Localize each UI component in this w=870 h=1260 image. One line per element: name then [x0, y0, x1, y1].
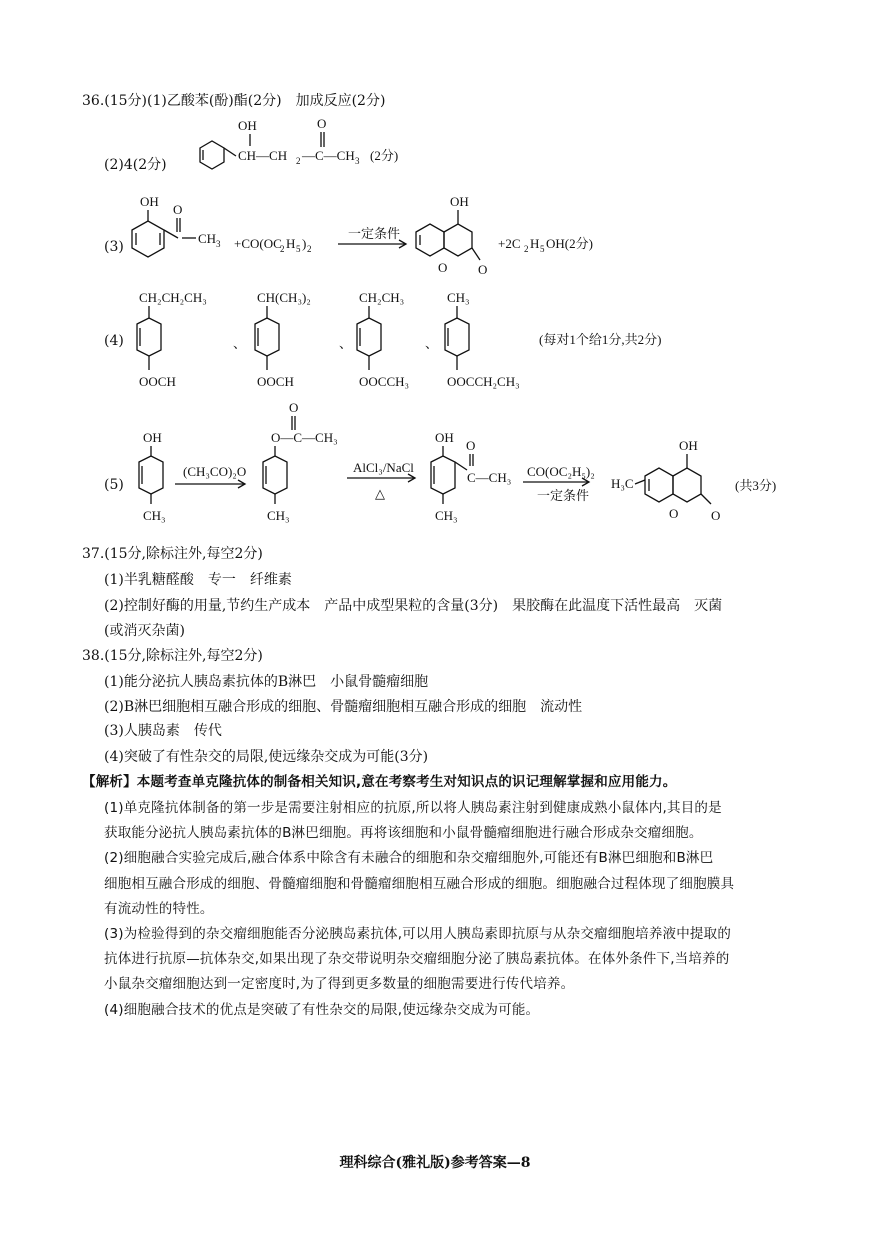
analysis-line: (1)单克隆抗体制备的第一步是需要注射相应的抗原,所以将人胰岛素注射到健康成熟小鼠体内,其目的是	[104, 800, 722, 816]
svg-text:O: O	[466, 438, 476, 453]
svg-text:O: O	[711, 508, 721, 523]
svg-text:CH₃: CH₃	[143, 508, 166, 523]
svg-text:5: 5	[296, 244, 301, 254]
svg-text:CH₃: CH₃	[435, 508, 458, 523]
svg-text:OH: OH	[140, 194, 159, 209]
analysis-line: (2)细胞融合实验完成后,融合体系中除含有未融合的细胞和杂交瘤细胞外,可能还有B淋巴细胞和B淋巴	[104, 850, 714, 866]
svg-text:OH(2分): OH(2分)	[546, 236, 593, 251]
p2-score: (2分)	[370, 148, 399, 163]
q36-part3-label: (3)	[104, 239, 124, 255]
analysis-line: (3)为检验得到的杂交瘤细胞能否分泌胰岛素抗体,可以用人胰岛素即抗原与从杂交瘤细胞培养液中提取的	[104, 926, 732, 942]
svg-text:5: 5	[540, 244, 545, 254]
analysis-line: 细胞相互融合形成的细胞、骨髓瘤细胞和骨髓瘤细胞相互融合形成的细胞。细胞融合过程体现了细胞膜具	[104, 876, 735, 892]
analysis-line: 获取能分泌抗人胰岛素抗体的B淋巴细胞。再将该细胞和小鼠骨髓瘤细胞进行融合形成杂交瘤细胞。	[104, 825, 703, 841]
svg-text:O: O	[669, 506, 679, 521]
q38-line4: (4)突破了有性杂交的局限,使远缘杂交成为可能(3分)	[104, 749, 429, 765]
q36-header: 36.(15分)(1)乙酸苯(酚)酯(2分) 加成反应(2分)	[82, 93, 386, 109]
svg-text:—C—CH: —C—CH	[302, 148, 355, 163]
svg-text:3: 3	[355, 156, 360, 166]
q37-line1: (1)半乳糖醛酸 专一 纤维素	[104, 572, 292, 588]
q37-header: 37.(15分,除标注外,每空2分)	[82, 546, 263, 562]
svg-text:OOCCH₂CH₃: OOCCH₂CH₃	[447, 374, 520, 389]
svg-text:CO(OC₂H₅)₂: CO(OC₂H₅)₂	[527, 464, 595, 479]
isomer-2	[255, 290, 311, 389]
analysis-line: 抗体进行抗原—抗体杂交,如果出现了杂交带说明杂交瘤细胞分泌了胰岛素抗体。在体外条件下,当培养的	[104, 951, 730, 967]
svg-text:H: H	[530, 236, 540, 251]
q36-part4-isomers	[125, 286, 725, 396]
svg-text:O: O	[478, 262, 488, 277]
svg-text:2: 2	[524, 244, 529, 254]
isomer-3	[357, 290, 409, 389]
q37-line2: (2)控制好酶的用量,节约生产成本 产品中成型果粒的含量(3分) 果胶酶在此温度下活性最高 灭菌	[104, 598, 723, 614]
svg-text:、: 、	[339, 336, 353, 351]
q36-part3-reaction	[120, 190, 640, 290]
analysis-title: 【解析】本题考查单克隆抗体的制备相关知识,意在考察考生对知识点的识记理解掌握和应用能力。	[82, 774, 677, 790]
svg-text:O: O	[289, 400, 299, 415]
p2-o: O	[317, 116, 327, 131]
q37-line3: (或消灭杂菌)	[104, 623, 185, 639]
svg-text:一定条件: 一定条件	[348, 226, 401, 241]
isomer-1	[137, 290, 207, 389]
svg-text:OOCH: OOCH	[139, 374, 176, 389]
q38-header: 38.(15分,除标注外,每空2分)	[82, 648, 263, 664]
svg-text:CH₂CH₂CH₃: CH₂CH₂CH₃	[139, 290, 207, 305]
svg-text:CH₃: CH₃	[267, 508, 290, 523]
svg-text:+CO(OC: +CO(OC	[234, 236, 282, 251]
svg-text:AlCl₃/NaCl: AlCl₃/NaCl	[353, 460, 414, 475]
page-footer: 理科综合(雅礼版)参考答案—8	[339, 1155, 531, 1171]
svg-text:一定条件: 一定条件	[537, 488, 590, 503]
q36-part5-label: (5)	[104, 477, 124, 493]
svg-text:OOCH: OOCH	[257, 374, 294, 389]
q36-part2-label: (2)4(2分)	[104, 157, 167, 173]
svg-text:OH: OH	[679, 438, 698, 453]
svg-text:CH(CH₃)₂: CH(CH₃)₂	[257, 290, 311, 305]
analysis-line: 小鼠杂交瘤细胞达到一定密度时,为了得到更多数量的细胞需要进行传代培养。	[104, 976, 575, 992]
svg-text:O: O	[438, 260, 448, 275]
q38-line1: (1)能分泌抗人胰岛素抗体的B淋巴 小鼠骨髓瘤细胞	[104, 674, 429, 690]
svg-text:OOCCH₃: OOCCH₃	[359, 374, 410, 389]
svg-text:CH: CH	[198, 231, 217, 246]
isomer-4	[445, 290, 520, 389]
svg-text:△: △	[375, 486, 385, 501]
svg-text:): )	[302, 236, 307, 251]
svg-text:+2C: +2C	[498, 236, 521, 251]
svg-text:O: O	[173, 202, 183, 217]
svg-text:CH₂CH₃: CH₂CH₃	[359, 290, 405, 305]
q38-line2: (2)B淋巴细胞相互融合形成的细胞、骨髓瘤细胞相互融合形成的细胞 流动性	[104, 699, 583, 715]
svg-text:、: 、	[425, 336, 439, 351]
svg-text:CH₃: CH₃	[447, 290, 470, 305]
svg-text:OH: OH	[143, 430, 162, 445]
p2-chain: CH—CH	[238, 148, 288, 163]
svg-text:、: 、	[233, 336, 247, 351]
svg-text:O—C—CH₃: O—C—CH₃	[271, 430, 338, 445]
svg-text:2: 2	[296, 156, 301, 166]
q36-part5-synthesis	[125, 398, 795, 533]
svg-text:OH: OH	[450, 194, 469, 209]
svg-text:2: 2	[307, 244, 312, 254]
svg-text:C—CH₃: C—CH₃	[467, 470, 512, 485]
svg-text:(每对1个给1分,共2分): (每对1个给1分,共2分)	[539, 332, 662, 347]
svg-text:H: H	[286, 236, 296, 251]
analysis-line: 有流动性的特性。	[104, 901, 214, 917]
svg-text:3: 3	[216, 239, 221, 249]
analysis-line: (4)细胞融合技术的优点是突破了有性杂交的局限,使远缘杂交成为可能。	[104, 1002, 540, 1018]
q38-line3: (3)人胰岛素 传代	[104, 723, 222, 739]
q36-part2-structure	[190, 114, 400, 194]
svg-text:2: 2	[280, 244, 285, 254]
svg-text:H₃C: H₃C	[611, 476, 634, 491]
p2-oh: OH	[238, 118, 257, 133]
svg-text:OH: OH	[435, 430, 454, 445]
q36-part4-label: (4)	[104, 333, 124, 349]
svg-text:(共3分): (共3分)	[735, 478, 777, 493]
svg-text:(CH₃CO)₂O: (CH₃CO)₂O	[183, 464, 247, 479]
